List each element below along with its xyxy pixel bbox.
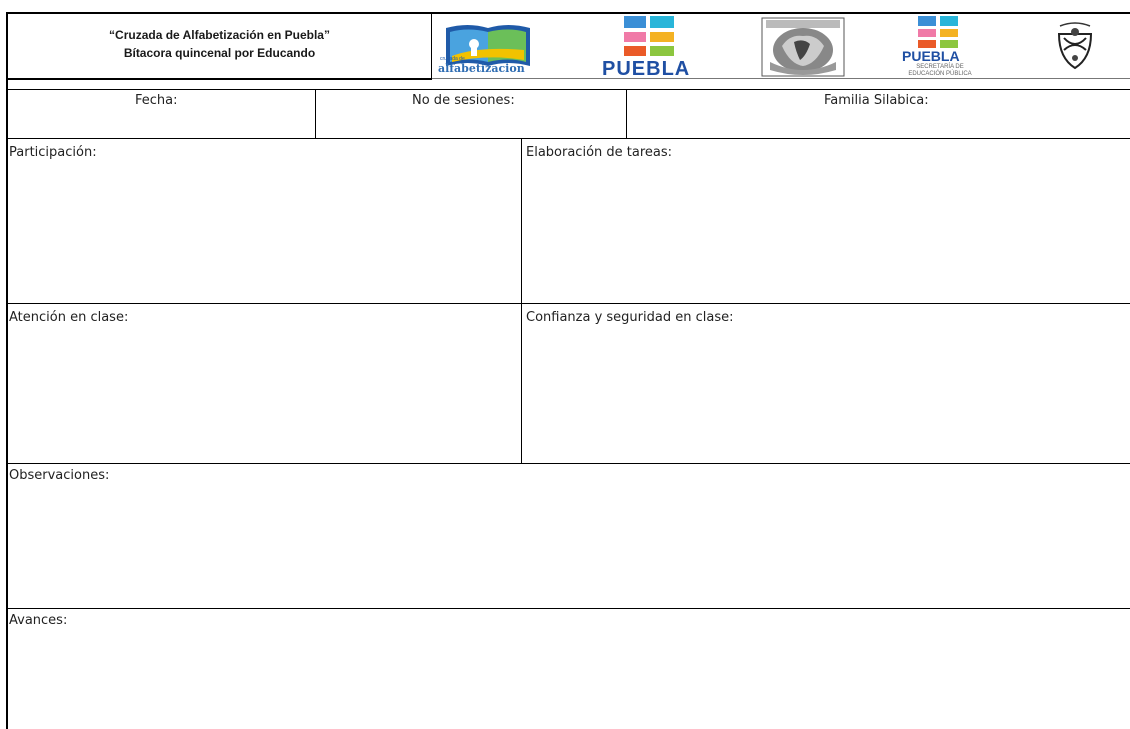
observaciones-label: Observaciones: (9, 468, 110, 483)
header-title-box (6, 12, 432, 80)
puebla-text: PUEBLA (602, 58, 691, 80)
row3-bottom-border (6, 463, 1130, 464)
cruzada-alfabetizacion-logo (438, 20, 538, 78)
sep-puebla-text: PUEBLA (902, 48, 960, 64)
middle-vertical-divider (521, 138, 522, 464)
institution-seal-logo (1054, 20, 1096, 70)
puebla-logo (598, 14, 708, 80)
familia-silabica-label: Familia Silabica: (824, 93, 929, 108)
row1-top-border (6, 89, 1130, 90)
left-border (6, 14, 8, 729)
row1-divider-1 (315, 89, 316, 138)
sesiones-label: No de sesiones: (412, 93, 515, 108)
header-title-line2: Bítacora quincenal por Educando (123, 46, 316, 60)
cruzada-main-text: alfabetizacion (438, 62, 525, 75)
row4-bottom-border (6, 608, 1130, 609)
sep-subtitle-line2: EDUCACIÓN PÚBLICA (908, 71, 972, 77)
participacion-label: Participación: (9, 145, 97, 160)
unam-seal-logo (760, 16, 846, 78)
elaboracion-tareas-label: Elaboración de tareas: (526, 145, 673, 160)
header-title-line1: “Cruzada de Alfabetización en Puebla” (109, 28, 330, 42)
confianza-seguridad-label: Confianza y seguridad en clase: (526, 310, 734, 325)
fecha-label: Fecha: (135, 93, 178, 108)
row1-bottom-border (6, 138, 1130, 139)
row2-bottom-border (6, 303, 1130, 304)
row1-divider-2 (626, 89, 627, 138)
cruzada-small-text: cruzada de (440, 56, 465, 62)
avances-label: Avances: (9, 613, 68, 628)
atencion-clase-label: Atención en clase: (9, 310, 129, 325)
header-logo-baseline (432, 78, 1130, 79)
sep-puebla-logo (886, 14, 990, 80)
sep-subtitle-line1: SECRETARÍA DE (916, 64, 964, 70)
sep-subtitle (900, 64, 980, 78)
